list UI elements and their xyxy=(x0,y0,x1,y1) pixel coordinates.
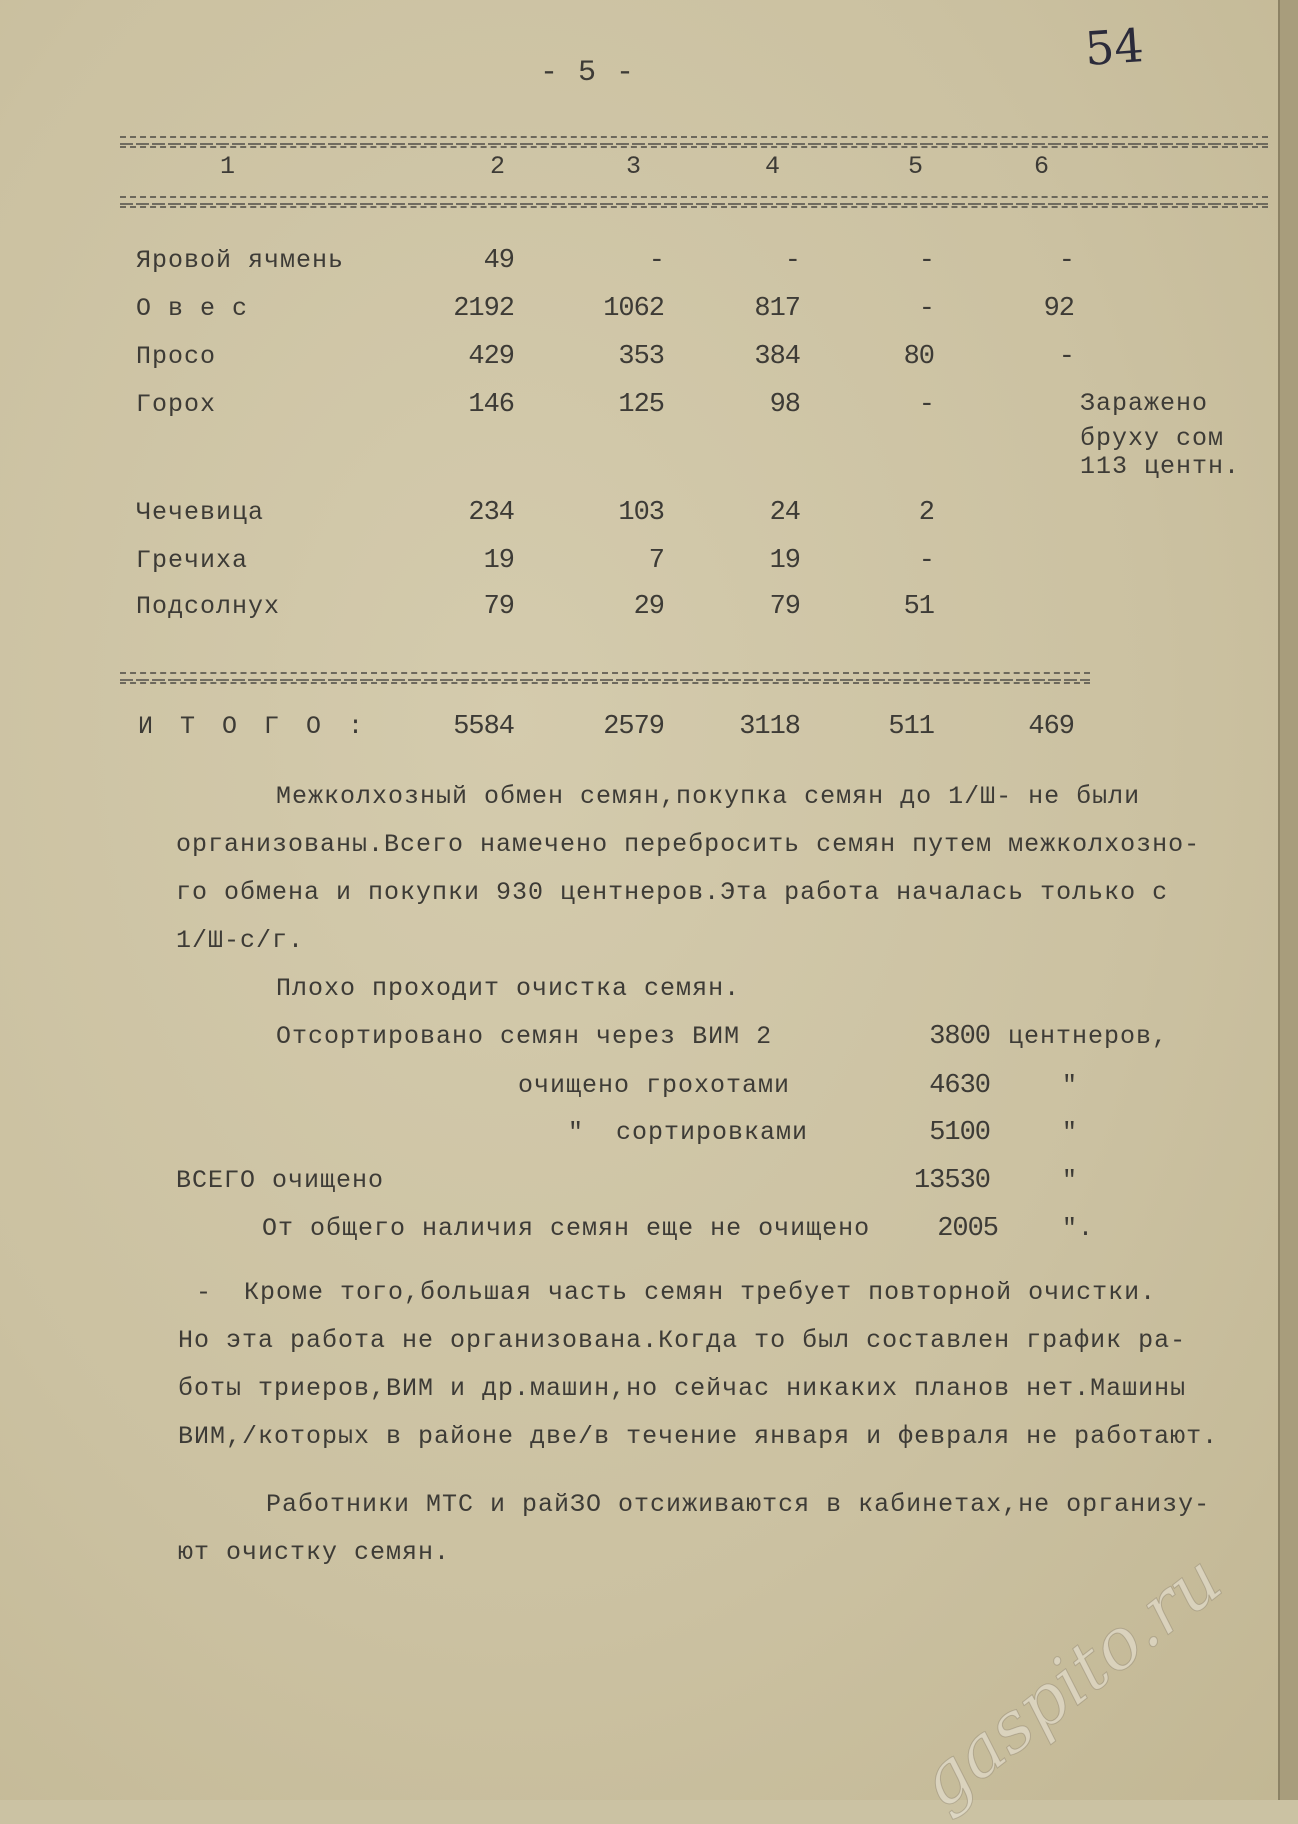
cleaning-label: От общего наличия семян еще не очищено xyxy=(262,1214,871,1243)
cell-value: 817 xyxy=(754,294,800,324)
cleaning-value: 3800 xyxy=(929,1022,990,1052)
cleaning-unit: " xyxy=(1062,1118,1079,1147)
cell-value: - xyxy=(918,546,934,576)
row-label: Яровой ячмень xyxy=(136,246,345,275)
cell-value: 49 xyxy=(483,246,514,276)
paragraph-line: боты триеров,ВИМ и др.машин,но сейчас никаких планов нет.Машины xyxy=(178,1374,1187,1403)
cell-value: - xyxy=(648,246,664,276)
cell-value: - xyxy=(784,246,800,276)
cell-value: 92 xyxy=(1043,294,1074,324)
row-label: Гречиха xyxy=(136,546,249,575)
paragraph-line: го обмена и покупки 930 центнеров.Эта работа началась только с xyxy=(176,878,1169,907)
cell-value: 19 xyxy=(769,546,800,576)
cell-value: - xyxy=(918,390,934,420)
col-header-4: 4 xyxy=(765,152,782,181)
row-label: Просо xyxy=(136,342,217,371)
cell-value: 353 xyxy=(618,342,664,372)
cleaning-value: 5100 xyxy=(929,1118,990,1148)
paragraph-line: Работники МТС и райЗО отсиживаются в кабинетах,не организу- xyxy=(266,1490,1211,1519)
cell-value: - xyxy=(1058,342,1074,372)
watermark-logo: gaspito.ru xyxy=(902,1538,1237,1824)
cell-value: - xyxy=(918,246,934,276)
cleaning-label: ВСЕГО очищено xyxy=(176,1166,385,1195)
cell-value: 2192 xyxy=(453,294,514,324)
paragraph-line: Но эта работа не организована.Когда то был составлен график ра- xyxy=(178,1326,1187,1355)
row-label: Горох xyxy=(136,390,217,419)
cell-value: - xyxy=(1058,246,1074,276)
total-value: 2579 xyxy=(603,712,664,742)
cleaning-unit: " xyxy=(1062,1071,1079,1100)
paragraph-line: Межколхозный обмен семян,покупка семян до 1/Ш- не были xyxy=(276,782,1141,811)
row-label: Чечевица xyxy=(136,498,265,527)
cell-value: 79 xyxy=(483,592,514,622)
total-value: 3118 xyxy=(739,712,800,742)
table-note-line: бруху сом xyxy=(1080,424,1225,453)
table-note-line: Заражено xyxy=(1080,389,1209,418)
paragraph-line: - Кроме того,большая часть семян требует повторной очистки. xyxy=(196,1278,1157,1307)
cell-value: 51 xyxy=(903,592,934,622)
total-label: И Т О Г О : xyxy=(138,712,370,741)
cell-value: 384 xyxy=(754,342,800,372)
paragraph-line: ВИМ,/которых в районе две/в течение января и февраля не работают. xyxy=(178,1422,1219,1451)
paragraph-line: 1/Ш-с/г. xyxy=(176,926,305,955)
col-header-2: 2 xyxy=(490,152,507,181)
cleaning-label: " сортировками xyxy=(568,1118,809,1147)
cleaning-value: 4630 xyxy=(929,1071,990,1101)
cleaning-unit: центнеров, xyxy=(1008,1022,1169,1051)
col-header-5: 5 xyxy=(908,152,925,181)
row-label: О в е с xyxy=(136,294,249,323)
cell-value: 103 xyxy=(618,498,664,528)
paragraph-line: ют очистку семян. xyxy=(178,1538,451,1567)
cell-value: 80 xyxy=(903,342,934,372)
cell-value: 146 xyxy=(468,390,514,420)
cell-value: 29 xyxy=(633,592,664,622)
cleaning-value: 2005 xyxy=(937,1214,998,1244)
cell-value: 79 xyxy=(769,592,800,622)
table-top-rule xyxy=(120,136,1268,148)
cell-value: 125 xyxy=(618,390,664,420)
cleaning-unit: ". xyxy=(1062,1214,1095,1243)
handwritten-folio-number: 54 xyxy=(1083,18,1146,76)
table-note-line: 113 центн. xyxy=(1080,452,1241,481)
total-value: 5584 xyxy=(453,712,514,742)
cleaning-label: Отсортировано семян через ВИМ 2 xyxy=(276,1022,773,1051)
total-value: 469 xyxy=(1028,712,1074,742)
cell-value: 19 xyxy=(483,546,514,576)
col-header-3: 3 xyxy=(626,152,643,181)
cleaning-unit: " xyxy=(1062,1166,1079,1195)
table-total-rule xyxy=(120,672,1090,684)
paragraph-line: Плохо проходит очистка семян. xyxy=(276,974,741,1003)
col-header-1: 1 xyxy=(220,152,237,181)
paragraph-line: организованы.Всего намечено перебросить семян путем межколхозно- xyxy=(176,830,1201,859)
cell-value: - xyxy=(918,294,934,324)
page-edge xyxy=(1278,0,1298,1800)
row-label: Подсолнух xyxy=(136,592,281,621)
col-header-6: 6 xyxy=(1034,152,1051,181)
page-number: - 5 - xyxy=(540,56,636,90)
cell-value: 2 xyxy=(918,498,934,528)
cell-value: 24 xyxy=(769,498,800,528)
cell-value: 234 xyxy=(468,498,514,528)
cell-value: 7 xyxy=(648,546,664,576)
total-value: 511 xyxy=(888,712,934,742)
cell-value: 98 xyxy=(769,390,800,420)
cell-value: 429 xyxy=(468,342,514,372)
cleaning-label: очищено грохотами xyxy=(518,1071,791,1100)
cleaning-value: 13530 xyxy=(913,1166,990,1196)
table-header-rule xyxy=(120,196,1268,208)
cell-value: 1062 xyxy=(603,294,664,324)
